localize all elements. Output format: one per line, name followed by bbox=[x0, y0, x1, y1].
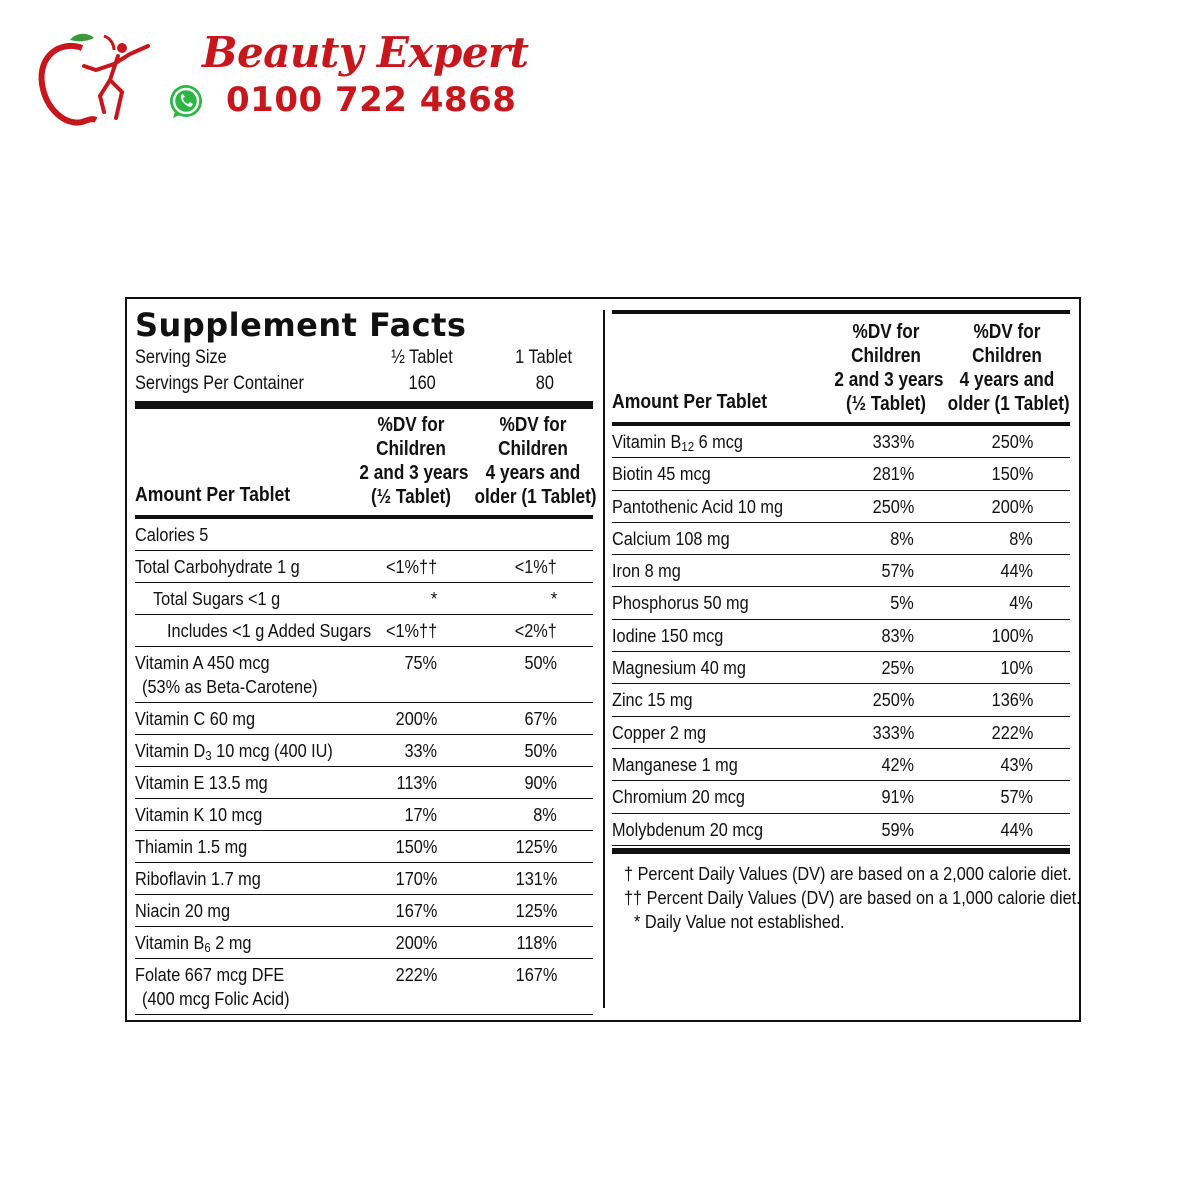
nutrient-name: Molybdenum 20 mcg bbox=[612, 818, 764, 840]
nutrient-name: Thiamin 1.5 mg bbox=[135, 836, 248, 857]
nutrient-row bbox=[135, 647, 593, 703]
brand-logo bbox=[30, 22, 529, 132]
dv-value-children-2-3: 281% bbox=[872, 463, 914, 485]
dv-value-children-2-3: 333% bbox=[872, 721, 914, 743]
nutrient-row bbox=[612, 749, 1070, 781]
dv-value-children-4-older: 167% bbox=[515, 964, 557, 985]
nutrient-row bbox=[612, 717, 1070, 749]
dv-value-children-4-older: 100% bbox=[991, 624, 1033, 646]
amount-per-tablet-label: Amount Per Tablet bbox=[612, 391, 768, 413]
dv-value-children-4-older: 44% bbox=[1000, 560, 1033, 582]
footnote-single-dagger: † Percent Daily Values (DV) are based on a 2,000 calorie diet. bbox=[624, 862, 1072, 884]
nutrient-row bbox=[612, 523, 1070, 555]
dv-value-children-2-3: 8% bbox=[890, 527, 914, 549]
dv-column-children-4-older: %DV for Children 4 years and older (1 Tablet) bbox=[474, 414, 597, 508]
dv-value-children-4-older: 125% bbox=[515, 836, 557, 857]
dv-value-children-2-3: 59% bbox=[881, 818, 914, 840]
nutrient-row bbox=[135, 927, 593, 959]
nutrient-row bbox=[135, 735, 593, 767]
nutrient-subtext: (400 mcg Folic Acid) bbox=[142, 988, 290, 1009]
left-nutrient-list bbox=[135, 519, 593, 1015]
dv-value-children-4-older: <2%† bbox=[514, 620, 557, 641]
dv-value-children-2-3: 33% bbox=[404, 740, 437, 761]
dv-value-children-4-older: 67% bbox=[524, 708, 557, 729]
dv-value-children-4-older: 136% bbox=[991, 689, 1033, 711]
nutrient-name: Riboflavin 1.7 mg bbox=[135, 868, 261, 889]
dv-value-children-2-3: 25% bbox=[881, 657, 914, 679]
dv-value-children-4-older: 150% bbox=[991, 463, 1033, 485]
dv-value-children-4-older: 90% bbox=[524, 772, 557, 793]
nutrient-name: Zinc 15 mg bbox=[612, 689, 693, 711]
dv-value-children-4-older: 43% bbox=[1000, 753, 1033, 775]
column-header bbox=[135, 409, 597, 515]
dv-value-children-2-3: * bbox=[430, 588, 437, 609]
dv-value-children-4-older: 44% bbox=[1000, 818, 1033, 840]
dv-value-children-4-older: 50% bbox=[524, 652, 557, 673]
dv-value-children-4-older: 4% bbox=[1009, 592, 1033, 614]
brand-name: Beauty Expert bbox=[202, 28, 529, 77]
nutrient-row bbox=[135, 519, 593, 551]
footnotes bbox=[624, 862, 1081, 934]
serving-size-full: 1 Tablet bbox=[515, 347, 573, 368]
nutrient-name: Vitamin C 60 mg bbox=[135, 708, 256, 729]
dv-value-children-4-older: * bbox=[550, 588, 557, 609]
apple-dancer-logo-icon bbox=[30, 26, 170, 130]
servings-label: Servings Per Container bbox=[135, 373, 304, 394]
dv-value-children-2-3: 250% bbox=[872, 495, 914, 517]
dv-value-children-2-3: 167% bbox=[395, 900, 437, 921]
nutrient-row bbox=[135, 863, 593, 895]
dv-value-children-2-3: 250% bbox=[872, 689, 914, 711]
dv-value-children-2-3: 42% bbox=[881, 753, 914, 775]
amount-per-tablet-label: Amount Per Tablet bbox=[135, 484, 291, 506]
dv-value-children-4-older: 222% bbox=[991, 721, 1033, 743]
dv-value-children-4-older: 10% bbox=[1000, 657, 1033, 679]
dv-column-children-4-older: %DV for Children 4 years and older (1 Tablet) bbox=[947, 321, 1070, 415]
nutrient-row bbox=[612, 458, 1070, 490]
dv-value-children-4-older: 118% bbox=[516, 932, 557, 953]
dv-value-children-2-3: 170% bbox=[395, 868, 437, 889]
nutrient-name: Vitamin E 13.5 mg bbox=[135, 772, 268, 793]
label-title: Supplement Facts bbox=[135, 306, 467, 344]
nutrient-row bbox=[135, 895, 593, 927]
nutrient-row bbox=[135, 583, 593, 615]
dv-value-children-2-3: 91% bbox=[881, 786, 914, 808]
whatsapp-icon bbox=[166, 82, 206, 122]
nutrient-row bbox=[612, 684, 1070, 716]
brand-phone: 0100 722 4868 bbox=[226, 80, 517, 120]
nutrient-name: Vitamin K 10 mcg bbox=[135, 804, 263, 825]
nutrient-row bbox=[612, 781, 1070, 813]
thick-rule bbox=[612, 848, 1070, 854]
nutrient-name: Iron 8 mg bbox=[612, 560, 681, 582]
dv-value-children-2-3: 333% bbox=[872, 431, 914, 452]
dv-value-children-2-3: <1%†† bbox=[385, 620, 437, 641]
serving-size-row bbox=[135, 345, 592, 371]
dv-value-children-2-3: 200% bbox=[395, 932, 437, 953]
dv-value-children-2-3: 113% bbox=[396, 772, 437, 793]
dv-value-children-2-3: 150% bbox=[395, 836, 437, 857]
nutrient-row bbox=[612, 814, 1070, 846]
nutrient-name: Folate 667 mcg DFE (400 mcg Folic Acid) bbox=[135, 964, 290, 1009]
dv-value-children-4-older: 57% bbox=[1000, 786, 1033, 808]
servings-half: 160 bbox=[408, 373, 436, 394]
serving-size-label: Serving Size bbox=[135, 347, 227, 368]
nutrient-row bbox=[135, 799, 593, 831]
footnote-asterisk: * Daily Value not established. bbox=[634, 910, 845, 932]
dv-value-children-2-3: 57% bbox=[881, 560, 914, 582]
nutrient-name: Pantothenic Acid 10 mg bbox=[612, 495, 784, 517]
nutrient-row bbox=[135, 703, 593, 735]
nutrient-row bbox=[612, 620, 1070, 652]
nutrient-row bbox=[612, 426, 1070, 458]
dv-value-children-2-3: 222% bbox=[395, 964, 437, 985]
dv-value-children-4-older: 125% bbox=[515, 900, 557, 921]
nutrient-row bbox=[612, 587, 1070, 619]
nutrient-name: Iodine 150 mcg bbox=[612, 624, 724, 646]
dv-column-children-2-3: %DV for Children 2 and 3 years (½ Tablet) bbox=[834, 321, 944, 415]
serving-size-half: ½ Tablet bbox=[391, 347, 453, 368]
nutrient-name: Vitamin $D_3$ 10 mcg (400 IU) bbox=[135, 740, 333, 763]
dv-value-children-4-older: 50% bbox=[524, 740, 557, 761]
nutrient-name: Total Sugars <1 g bbox=[153, 588, 281, 609]
nutrient-name: Biotin 45 mcg bbox=[612, 463, 711, 485]
dv-value-children-2-3: 83% bbox=[881, 624, 914, 646]
thick-rule bbox=[135, 401, 593, 409]
nutrient-name: Vitamin A 450 mcg (53% as Beta-Carotene) bbox=[135, 652, 318, 697]
nutrient-name: Chromium 20 mcg bbox=[612, 786, 746, 808]
nutrient-row bbox=[135, 615, 593, 647]
nutrient-row bbox=[612, 555, 1070, 587]
column-divider bbox=[603, 310, 605, 1008]
dv-value-children-2-3: 200% bbox=[395, 708, 437, 729]
nutrient-row bbox=[135, 767, 593, 799]
dv-value-children-2-3: 5% bbox=[890, 592, 914, 614]
nutrient-row bbox=[135, 959, 593, 1015]
nutrient-name: Vitamin $B_6$ 2 mg bbox=[135, 932, 252, 955]
dv-value-children-4-older: 200% bbox=[991, 495, 1033, 517]
column-header bbox=[612, 314, 1070, 422]
nutrient-name: Calories 5 bbox=[135, 524, 209, 545]
dv-value-children-4-older: 8% bbox=[533, 804, 557, 825]
nutrient-name: Phosphorus 50 mg bbox=[612, 592, 749, 614]
left-column bbox=[135, 305, 597, 1015]
nutrient-name: Total Carbohydrate 1 g bbox=[135, 556, 300, 577]
right-nutrient-list bbox=[612, 426, 1070, 846]
right-column bbox=[612, 310, 1081, 934]
nutrient-subtext: (53% as Beta-Carotene) bbox=[142, 676, 318, 697]
nutrient-name: Magnesium 40 mg bbox=[612, 657, 746, 679]
nutrient-name: Copper 2 mg bbox=[612, 721, 707, 743]
dv-value-children-2-3: 17% bbox=[404, 804, 437, 825]
servings-per-container-row bbox=[135, 371, 592, 397]
nutrient-name: Calcium 108 mg bbox=[612, 527, 730, 549]
dv-column-children-2-3: %DV for Children 2 and 3 years (½ Tablet) bbox=[359, 414, 469, 508]
nutrient-row bbox=[135, 551, 593, 583]
nutrient-row bbox=[612, 491, 1070, 523]
nutrient-row bbox=[612, 652, 1070, 684]
dv-value-children-2-3: <1%†† bbox=[385, 556, 437, 577]
footnote-double-dagger: †† Percent Daily Values (DV) are based on a 1,000 calorie diet. bbox=[624, 886, 1081, 908]
nutrient-name: Manganese 1 mg bbox=[612, 753, 738, 775]
nutrient-name: Includes <1 g Added Sugars bbox=[167, 620, 372, 641]
dv-value-children-2-3: 75% bbox=[404, 652, 437, 673]
servings-full: 80 bbox=[535, 373, 554, 394]
dv-value-children-4-older: 131% bbox=[515, 868, 557, 889]
dv-value-children-4-older: 8% bbox=[1009, 527, 1033, 549]
nutrient-name: Niacin 20 mg bbox=[135, 900, 231, 921]
nutrient-row bbox=[135, 831, 593, 863]
nutrient-name: Vitamin $B_{12}$ 6 mcg bbox=[612, 431, 743, 454]
dv-value-children-4-older: <1%† bbox=[514, 556, 557, 577]
dv-value-children-4-older: 250% bbox=[991, 431, 1033, 452]
